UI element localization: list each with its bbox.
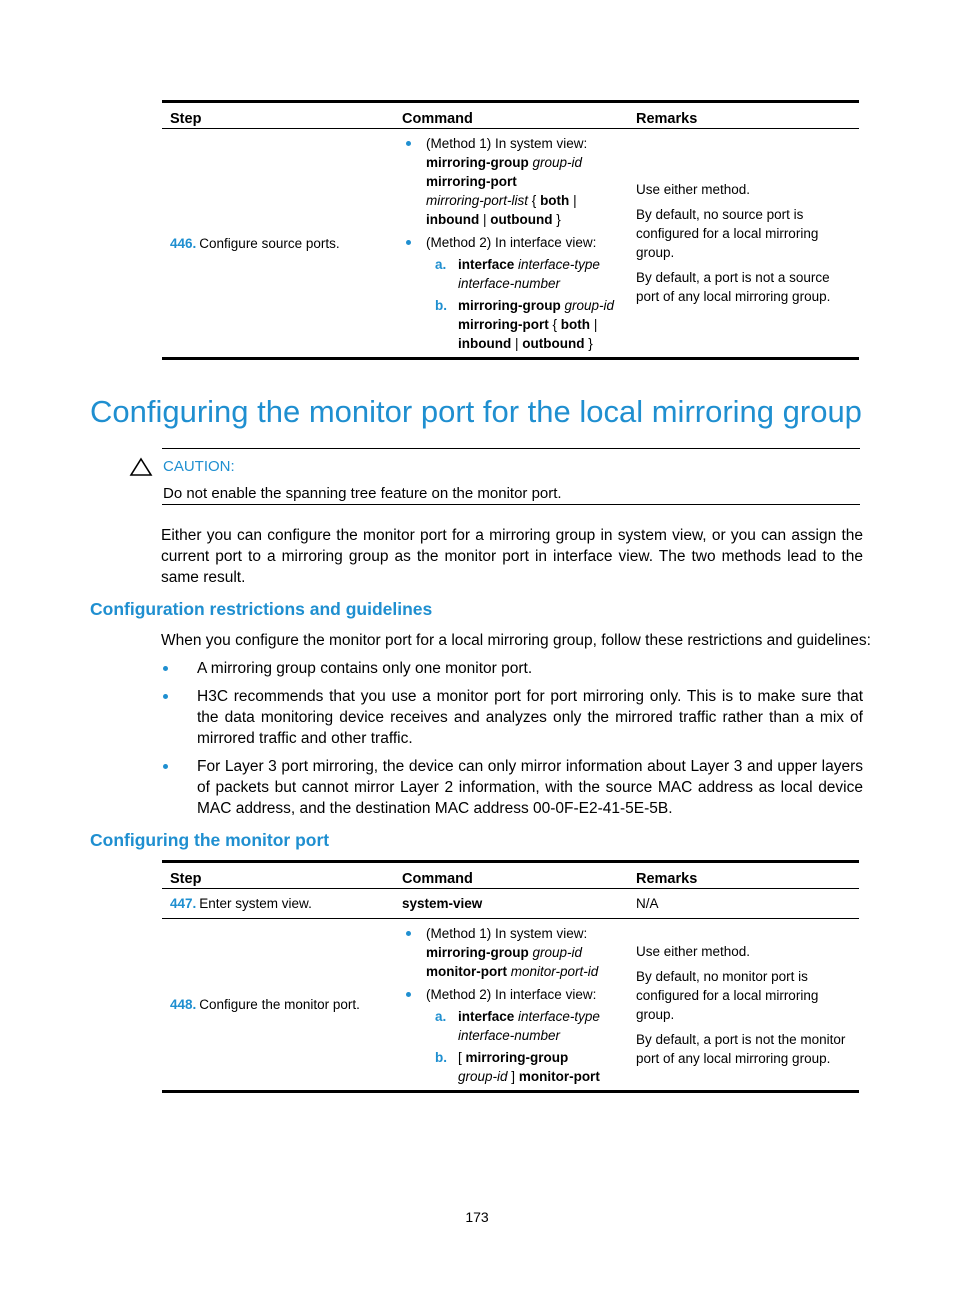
syntax-symbol: | [483,212,487,227]
page-number: 173 [465,1209,489,1225]
source-ports-table [162,100,859,360]
syntax-symbol: } [588,336,593,351]
keyword: inbound [458,336,512,351]
substep-list [426,1007,620,1086]
syntax-symbol: } [556,212,561,227]
syntax-symbol: [ [458,1050,462,1065]
syntax-symbol: { [552,317,558,332]
caution-label: CAUTION: [163,458,235,475]
command-cell [394,919,628,1092]
section-heading: Configuring the monitor port for the local mirroring group [90,394,862,429]
keyword: inbound [426,212,480,227]
table-row [162,889,859,919]
argument: interface-number [458,276,561,291]
argument: group-id [532,155,583,170]
substep-item [426,255,620,293]
table-row [162,919,859,1092]
table-header-row [162,862,859,889]
keyword: mirroring-port [458,317,549,332]
subsection-heading-monitor-port: Configuring the monitor port [90,830,330,850]
method-label: (Method 1) In system view: [426,136,588,151]
keyword: mirroring-group [465,1050,569,1065]
remark-text: Use either method. [636,182,751,197]
remark-text: By default, no source port is configured for a local mirroring group. [636,207,819,260]
table-header-row [162,102,859,129]
col-header-step: Step [162,862,394,889]
list-item [402,924,620,981]
step-cell [162,919,394,1092]
syntax-symbol: | [515,336,519,351]
keyword: outbound [522,336,585,351]
keyword: outbound [490,212,553,227]
method-label: (Method 1) In system view: [426,926,588,941]
argument: mirroring-port-list [426,193,529,208]
syntax-symbol: | [573,193,577,208]
substep-label: b. [435,1050,447,1065]
substep-label: a. [435,257,447,272]
list-item [402,134,620,229]
caution-top-rule [162,448,860,449]
syntax-symbol: { [531,193,537,208]
keyword: monitor-port [518,1069,600,1084]
substep-label: a. [435,1009,447,1024]
keyword: mirroring-group [426,155,529,170]
remark-text: Use either method. [636,943,751,959]
step-cell [162,129,394,359]
remarks-cell [628,889,859,919]
step-text: Enter system view. [199,896,312,911]
substep-item [426,1007,620,1045]
col-header-command: Command [394,862,628,889]
substep-item [426,296,620,353]
argument: interface-number [458,1028,561,1043]
col-header-remarks: Remarks [628,862,859,889]
substep-label: b. [435,298,447,313]
argument: group-id [532,945,583,960]
monitor-port-table [162,860,859,1093]
col-header-remarks: Remarks [628,102,859,129]
keyword: mirroring-port [426,174,517,189]
command-cell [394,889,628,919]
caution-bottom-rule [162,504,860,505]
argument: monitor-port-id [510,964,599,979]
list-item [402,985,620,1086]
step-number: 446. [170,235,197,251]
step-text: Configure source ports. [199,235,340,251]
subsection-heading-restrictions: Configuration restrictions and guidelines [90,599,433,619]
method-label: (Method 2) In interface view: [426,987,597,1002]
list-item: H3C recommends that you use a monitor port for port mirroring only. This is to make sure that the data monitoring device receives and analyzes only the mirrored traffic rather than a mix of mirrored traffic and other traffic. [162,686,863,749]
col-header-step: Step [162,102,394,129]
step-text: Configure the monitor port. [199,997,360,1012]
step-number: 448. [170,997,197,1012]
argument: interface-type [518,257,600,272]
intro-paragraph: Either you can configure the monitor port for a mirroring group in system view, or you can assign the current port to a mirroring group as the monitor port in interface view. The two methods lead to the same result. [161,527,863,586]
keyword: both [540,193,570,208]
caution-text: Do not enable the spanning tree feature on the monitor port. [163,485,562,502]
command-method-list [402,134,620,353]
col-header-command: Command [394,102,628,129]
syntax-symbol: | [593,317,598,332]
keyword: mirroring-group [426,945,529,960]
command-method-list [402,924,620,1086]
caution-icon [129,457,153,477]
remark-text: By default, a port is not the monitor port of any local mirroring group. [636,1031,846,1066]
keyword: interface [458,1009,515,1024]
guidelines-intro: When you configure the monitor port for a local mirroring group, follow these restrictions and guidelines: [161,632,871,649]
step-cell [162,889,394,919]
substep-item [426,1048,620,1086]
remark-text: N/A [636,896,659,911]
guidelines-list [162,658,863,826]
syntax-symbol: ] [511,1069,516,1084]
argument: interface-type [518,1009,600,1024]
keyword: monitor-port [426,964,507,979]
list-item [402,233,620,353]
keyword: interface [458,257,515,272]
command-cell [394,129,628,359]
substep-list [426,255,620,353]
method-label: (Method 2) In interface view: [426,235,597,250]
list-item: For Layer 3 port mirroring, the device can only mirror information about Layer 3 and upper layers of packets but cannot mirror Layer 2 information, with the source MAC address as local device MAC address, and the destination MAC address 00-0F-E2-41-5E-5B. [162,756,863,819]
list-item: A mirroring group contains only one monitor port. [162,658,863,679]
argument: group-id [564,298,615,313]
remark-text: By default, a port is not a source port of any local mirroring group. [636,270,831,304]
step-number: 447. [170,896,197,911]
keyword: mirroring-group [458,298,561,313]
table-row [162,129,859,359]
keyword: both [560,317,591,332]
remarks-cell [628,129,859,359]
remark-text: By default, no monitor port is configured for a local mirroring group. [636,968,819,1022]
keyword: system-view [402,896,483,911]
argument: group-id [458,1069,508,1084]
remarks-cell [628,919,859,1092]
